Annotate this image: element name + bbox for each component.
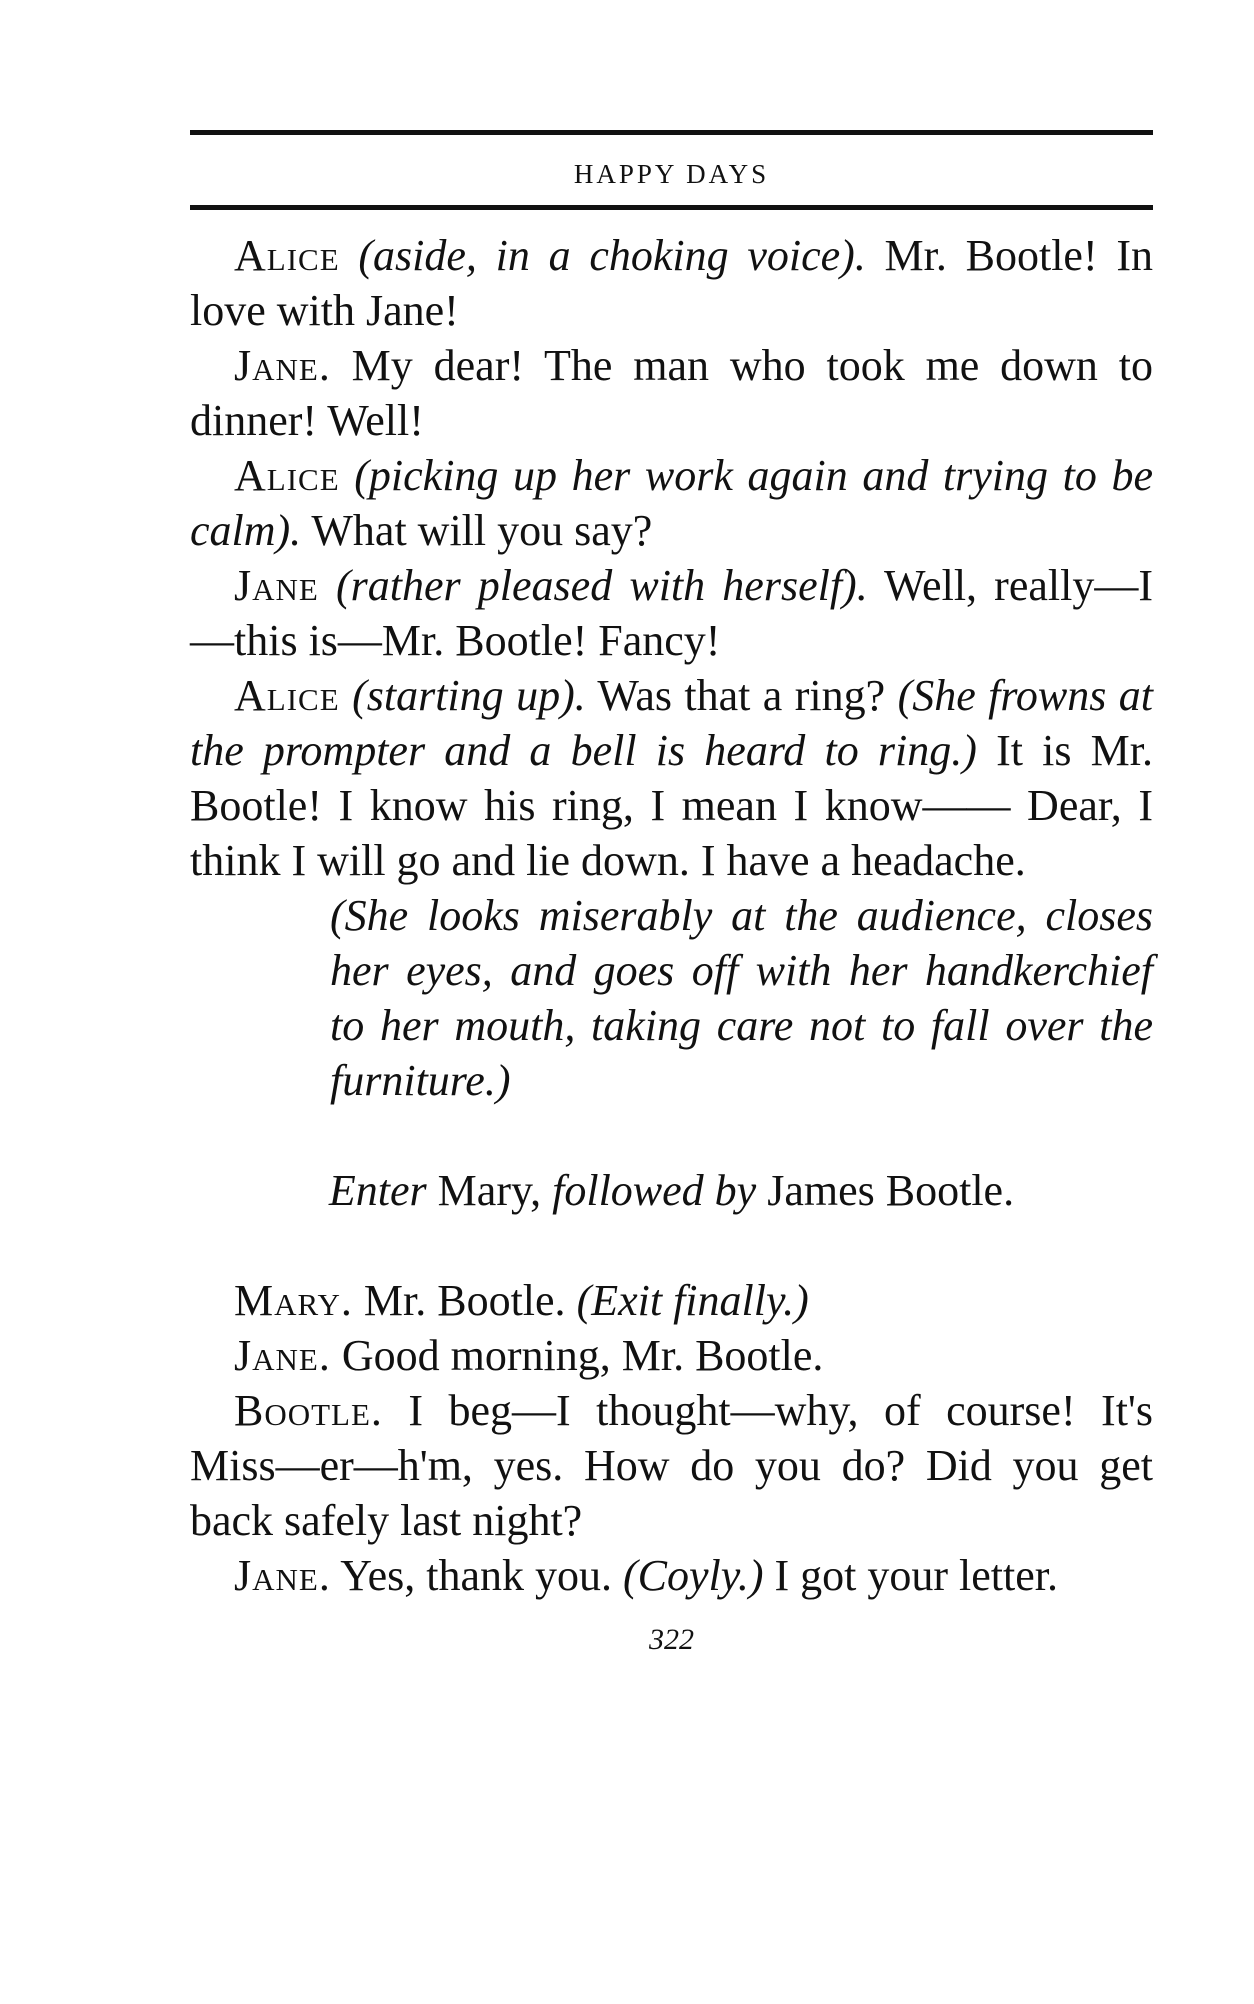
header-rule-top (190, 130, 1153, 135)
speaker-name: Jane. (234, 1551, 331, 1600)
stage-direction: (picking up her work again and trying to be calm). (190, 451, 1153, 555)
speech: My dear! The man who took me down to dinner! Well! (190, 341, 1153, 445)
dialogue-line (190, 1548, 1153, 1603)
stage-direction: (Exit finally.) (576, 1276, 809, 1325)
speech: Well, really—I—this is—Mr. Bootle! Fancy! (190, 561, 1153, 665)
speech: Mr. Bootle. (352, 1276, 577, 1325)
speaker-name: Alice (234, 451, 340, 500)
speech: Mr. Bootle! In love with Jane! (190, 231, 1153, 335)
play-text (190, 228, 1153, 1603)
speaker-name: Jane. (234, 341, 331, 390)
header-rule-bottom (190, 205, 1153, 210)
stage-direction: (Coyly.) (623, 1551, 764, 1600)
stage-direction: (rather pleased with herself). (336, 561, 868, 610)
dialogue-line (190, 668, 1153, 888)
speech: I got your letter. (763, 1551, 1059, 1600)
entrance-name: James Bootle. (756, 1166, 1015, 1215)
speech: Yes, thank you. (330, 1551, 623, 1600)
book-page (190, 130, 1153, 1657)
speaker-name: Jane. (234, 1331, 331, 1380)
followed-by: followed by (552, 1166, 757, 1215)
entrance-line (190, 1163, 1153, 1218)
speaker-name: Alice (234, 671, 340, 720)
speech: It is Mr. Bootle! I know his ring, I mean I know—— Dear, I think I will go and lie down. I have a headache. (190, 726, 1153, 885)
speech: Was that a ring? (585, 671, 898, 720)
speech: I beg—I thought—why, of course! It's Miss—er—h'm, yes. How do you do? Did you get back safely last night? (190, 1386, 1153, 1545)
speech: What will you say? (301, 506, 653, 555)
stage-direction-block: (She looks miserably at the audience, closes her eyes, and goes off with her handkerchief to her mouth, taking care not to fall over the furniture.) (330, 891, 1153, 1105)
dialogue-line (190, 558, 1153, 668)
stage-direction: (starting up). (352, 671, 586, 720)
page-number: 322 (649, 1623, 694, 1656)
dialogue-line (190, 1328, 1153, 1383)
speech: Good morning, Mr. Bootle. (330, 1331, 824, 1380)
stage-direction: (aside, in a choking voice). (358, 231, 866, 280)
enter-word: Enter (328, 1166, 427, 1215)
dialogue-line (190, 228, 1153, 338)
speaker-name: Alice (234, 231, 340, 280)
speaker-name: Mary. (234, 1276, 353, 1325)
stage-direction: (She frowns at the prompter and a bell is heard to ring.) (190, 671, 1153, 775)
running-head: HAPPY DAYS (573, 159, 770, 189)
speaker-name: Jane (234, 561, 319, 610)
dialogue-line (190, 1273, 1153, 1328)
speaker-name: Bootle. (234, 1386, 383, 1435)
dialogue-line (190, 448, 1153, 558)
dialogue-line (190, 338, 1153, 448)
entrance-name: Mary, (426, 1166, 553, 1215)
dialogue-line (190, 1383, 1153, 1548)
